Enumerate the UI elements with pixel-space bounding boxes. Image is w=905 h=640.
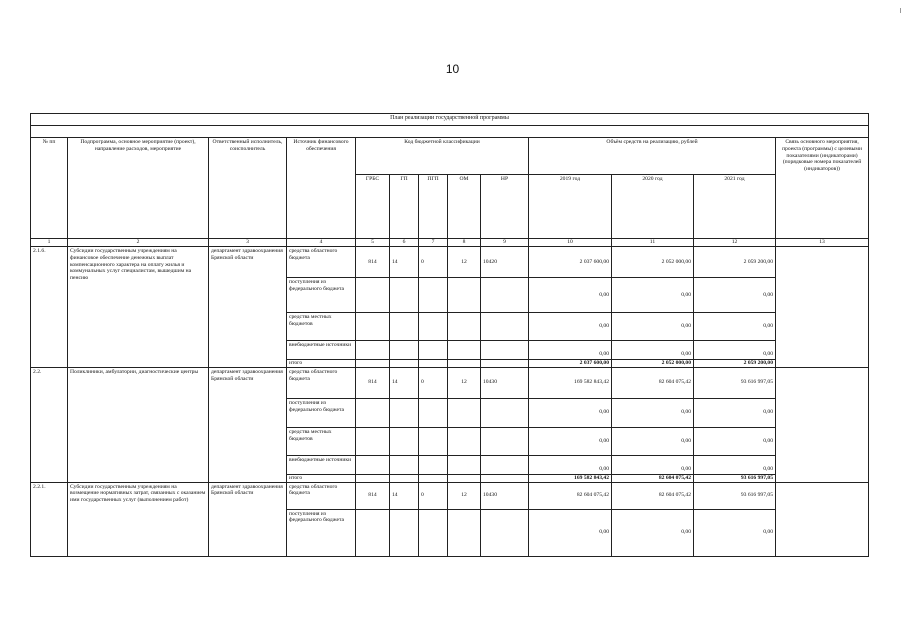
spacer-row (31, 126, 869, 138)
source-local: средства местных бюджетов (287, 427, 356, 455)
source-regional: средства областного бюджета (287, 482, 356, 509)
header-budget-code: Код бюджетной классификации (356, 138, 529, 175)
amount-2019: 0,00 (529, 427, 612, 455)
empty-cell (448, 278, 481, 313)
row-number: 2.2.1. (31, 482, 68, 556)
empty-cell (448, 474, 481, 482)
header-program: Подпрограмма, основное мероприятие (проект), направление расходов, мероприятие (68, 138, 209, 239)
header-num: № пп (31, 138, 68, 239)
empty-cell (356, 398, 390, 427)
source-total: итого (287, 474, 356, 482)
amount-2021: 93 616 997,05 (694, 482, 776, 509)
col-number: 1 (31, 239, 68, 247)
empty-cell (356, 341, 390, 360)
source-extra: внебюджетные источники (287, 455, 356, 474)
empty-cell (481, 360, 529, 368)
code-grbs: 814 (356, 247, 390, 278)
amount-2019: 82 604 075,42 (529, 482, 612, 509)
program-plan-table-container (30, 113, 868, 557)
empty-cell (481, 427, 529, 455)
code-om: 12 (448, 482, 481, 509)
amount-2020: 0,00 (612, 509, 694, 556)
code-gp: 14 (390, 367, 419, 398)
empty-cell (481, 474, 529, 482)
amount-2020: 82 604 075,42 (612, 482, 694, 509)
empty-cell (356, 278, 390, 313)
header-2020: 2020 год (612, 175, 694, 239)
total-2021: 2 059 200,00 (694, 360, 776, 368)
amount-2021: 0,00 (694, 455, 776, 474)
edge-mark (900, 8, 901, 13)
code-gp: 14 (390, 247, 419, 278)
empty-cell (448, 360, 481, 368)
link-cell (776, 247, 869, 368)
col-number: 10 (529, 239, 612, 247)
empty-cell (390, 427, 419, 455)
table-title: План реализации государственной программы (31, 114, 869, 126)
amount-2020: 0,00 (612, 313, 694, 341)
code-nr: 10420 (481, 247, 529, 278)
code-om: 12 (448, 367, 481, 398)
empty-cell (448, 341, 481, 360)
amount-2020: 0,00 (612, 278, 694, 313)
link-cell (776, 367, 869, 482)
header-sources: Источник финансового обеспечения (287, 138, 356, 239)
code-gp: 14 (390, 482, 419, 509)
row-responsible: департамент здравоохранения Брянской области (209, 247, 287, 368)
row-name: Поликлиники, амбулатории, диагностические центры (68, 367, 209, 482)
total-2019: 2 037 600,00 (529, 360, 612, 368)
source-regional: средства областного бюджета (287, 367, 356, 398)
amount-2021: 0,00 (694, 313, 776, 341)
empty-cell (448, 398, 481, 427)
empty-cell (448, 509, 481, 556)
header-gp: ГП (390, 175, 419, 239)
amount-2020: 82 604 075,42 (612, 367, 694, 398)
amount-2020: 0,00 (612, 455, 694, 474)
empty-cell (356, 474, 390, 482)
empty-cell (419, 360, 448, 368)
empty-cell (481, 455, 529, 474)
empty-cell (419, 313, 448, 341)
empty-cell (448, 313, 481, 341)
amount-2020: 0,00 (612, 341, 694, 360)
amount-2020: 0,00 (612, 398, 694, 427)
source-federal: поступления из федерального бюджета (287, 509, 356, 556)
empty-cell (419, 278, 448, 313)
empty-cell (356, 455, 390, 474)
source-federal: поступления из федерального бюджета (287, 398, 356, 427)
source-federal: поступления из федерального бюджета (287, 278, 356, 313)
code-grbs: 814 (356, 367, 390, 398)
code-nr: 10430 (481, 482, 529, 509)
col-number: 8 (448, 239, 481, 247)
empty-cell (390, 313, 419, 341)
header-pgp: ПГП (419, 175, 448, 239)
empty-cell (356, 509, 390, 556)
code-pgp: 0 (419, 247, 448, 278)
amount-2019: 0,00 (529, 341, 612, 360)
amount-2020: 0,00 (612, 427, 694, 455)
header-om: ОМ (448, 175, 481, 239)
header-grbs: ГРБС (356, 175, 390, 239)
total-2019: 169 582 843,42 (529, 474, 612, 482)
row-name: Субсидии государственным учреждениям на финансовое обеспечение денежных выплат компенсационного характера на оплату жилья и коммунальных услуг специалистам, вышедшим на пенсию (68, 247, 209, 368)
empty-cell (481, 509, 529, 556)
header-amount: Объём средств на реализацию, рублей (529, 138, 776, 175)
amount-2021: 0,00 (694, 398, 776, 427)
empty-cell (356, 360, 390, 368)
empty-cell (390, 341, 419, 360)
link-cell (776, 482, 869, 556)
amount-2019: 0,00 (529, 455, 612, 474)
amount-2019: 0,00 (529, 278, 612, 313)
amount-2019: 169 582 843,42 (529, 367, 612, 398)
total-2020: 2 052 000,00 (612, 360, 694, 368)
empty-cell (356, 313, 390, 341)
empty-cell (448, 427, 481, 455)
amount-2021: 0,00 (694, 341, 776, 360)
header-nr: НР (481, 175, 529, 239)
empty-cell (481, 398, 529, 427)
empty-cell (390, 360, 419, 368)
empty-cell (481, 313, 529, 341)
program-plan-table (30, 113, 869, 557)
empty-cell (419, 398, 448, 427)
empty-cell (356, 427, 390, 455)
source-local: средства местных бюджетов (287, 313, 356, 341)
amount-2020: 2 052 000,00 (612, 247, 694, 278)
source-total: итого (287, 360, 356, 368)
code-om: 12 (448, 247, 481, 278)
amount-2021: 0,00 (694, 509, 776, 556)
col-number: 11 (612, 239, 694, 247)
empty-cell (419, 427, 448, 455)
row-responsible: департамент здравоохранения Брянской области (209, 367, 287, 482)
empty-cell (419, 341, 448, 360)
col-number: 5 (356, 239, 390, 247)
amount-2021: 0,00 (694, 278, 776, 313)
empty-cell (390, 455, 419, 474)
header-link: Связь основного мероприятия, проекта (программы) с целевыми показателями (индикаторами) (порядковые номера показателей (индикаторов)) (776, 138, 869, 239)
code-pgp: 0 (419, 367, 448, 398)
col-number: 9 (481, 239, 529, 247)
empty-cell (419, 455, 448, 474)
code-pgp: 0 (419, 482, 448, 509)
empty-cell (390, 509, 419, 556)
col-number: 12 (694, 239, 776, 247)
col-number: 13 (776, 239, 869, 247)
row-number: 2.1.6. (31, 247, 68, 368)
table-row (31, 247, 869, 278)
table-row (31, 482, 869, 509)
empty-cell (390, 398, 419, 427)
empty-cell (448, 455, 481, 474)
amount-2019: 0,00 (529, 398, 612, 427)
col-number: 7 (419, 239, 448, 247)
empty-cell (419, 509, 448, 556)
row-responsible: департамент здравоохранения Брянской области (209, 482, 287, 556)
amount-2021: 93 616 997,05 (694, 367, 776, 398)
empty-cell (481, 341, 529, 360)
row-number: 2.2. (31, 367, 68, 482)
amount-2019: 0,00 (529, 509, 612, 556)
code-nr: 10430 (481, 367, 529, 398)
amount-2019: 2 037 600,00 (529, 247, 612, 278)
col-number: 2 (68, 239, 209, 247)
col-number: 3 (209, 239, 287, 247)
amount-2021: 0,00 (694, 427, 776, 455)
header-responsible: Ответственный исполнитель, соисполнитель (209, 138, 287, 239)
empty-cell (390, 474, 419, 482)
table-row (31, 367, 869, 398)
page-number: 10 (445, 62, 460, 76)
header-2019: 2019 год (529, 175, 612, 239)
row-name: Субсидии государственным учреждениям на возмещение нормативных затрат, связанных с оказанием ими государственных услуг (выполнением работ) (68, 482, 209, 556)
total-2020: 82 604 075,42 (612, 474, 694, 482)
total-2021: 93 616 997,05 (694, 474, 776, 482)
code-grbs: 814 (356, 482, 390, 509)
col-number: 6 (390, 239, 419, 247)
col-number: 4 (287, 239, 356, 247)
source-extra: внебюджетные источники (287, 341, 356, 360)
amount-2021: 2 059 200,00 (694, 247, 776, 278)
header-2021: 2021 год (694, 175, 776, 239)
amount-2019: 0,00 (529, 313, 612, 341)
empty-cell (390, 278, 419, 313)
empty-cell (481, 278, 529, 313)
source-regional: средства областного бюджета (287, 247, 356, 278)
empty-cell (419, 474, 448, 482)
